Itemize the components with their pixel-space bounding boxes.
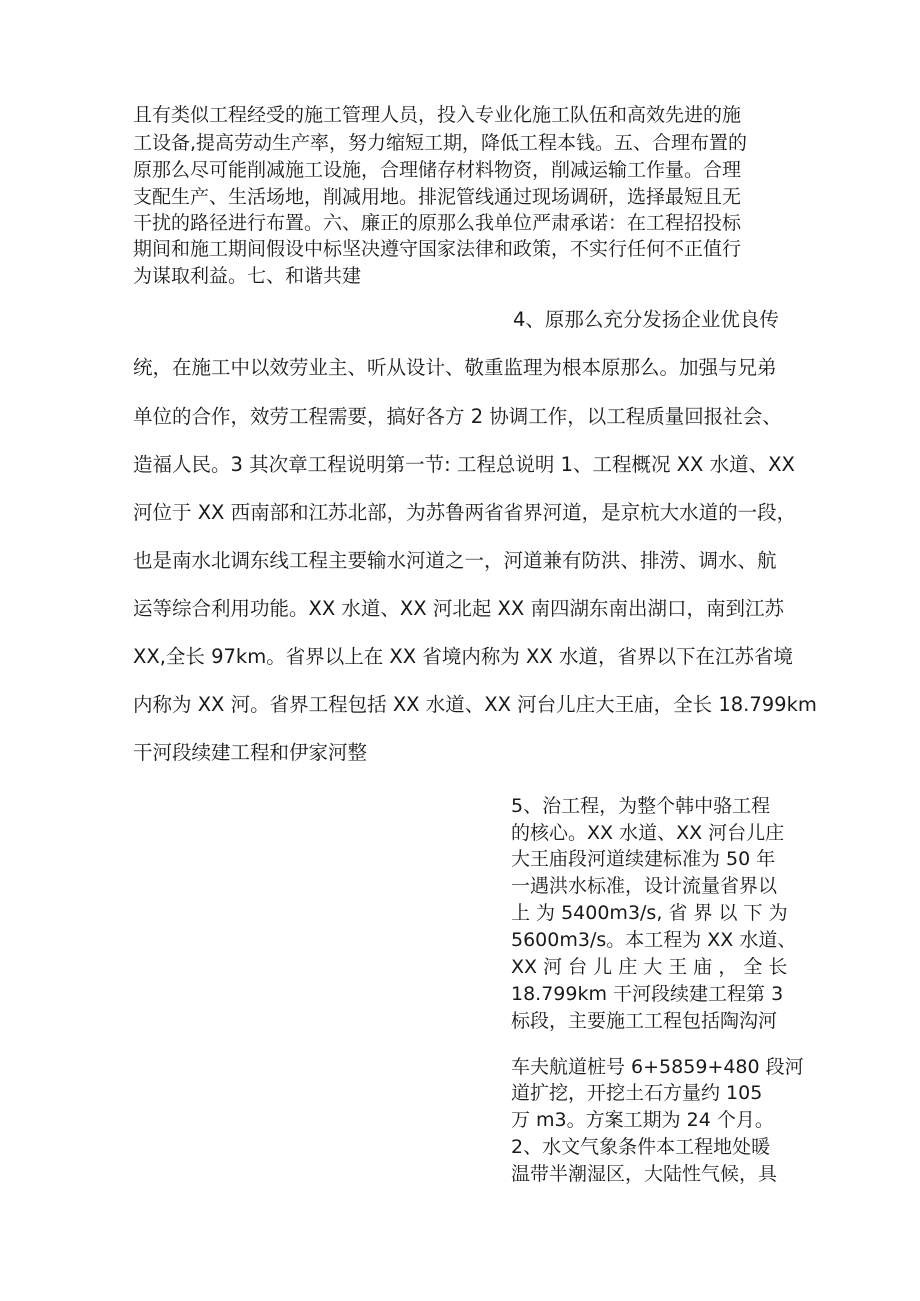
paragraph-line: 18.799km 干河段续建工程第 3	[511, 983, 784, 1005]
paragraph-line: 且有类似工程经受的施工管理人员，投入专业化施工队伍和高效先进的施	[133, 104, 742, 126]
paragraph-line: 也是南水北调东线工程主要输水河道之一，河道兼有防洪、排涝、调水、航	[133, 549, 777, 572]
section-heading: 4、原那么充分发扬企业优良传	[513, 308, 779, 331]
paragraph-line: 支配生产、生活场地，削减用地。排泥管线通过现场调研，选择最短且无	[133, 186, 742, 208]
paragraph-line: 道扩挖，开挖土石方量约 105	[511, 1082, 763, 1104]
paragraph-line: 温带半潮湿区，大陆性气候，具	[511, 1163, 778, 1185]
paragraph-line: 内称为 XX 河。省界工程包括 XX 水道、XX 河台儿庄大王庙，全长 18.799km	[133, 693, 817, 716]
paragraph-line: 车夫航道桩号 6+5859+480 段河	[511, 1056, 804, 1078]
paragraph-line: 造福人民。3 其次章工程说明第一节: 工程总说明 1、工程概况 XX 水道、XX	[133, 453, 795, 476]
paragraph-line: 干河段续建工程和伊家河整	[133, 741, 368, 764]
paragraph-line: 统，在施工中以效劳业主、听从设计、敬重监理为根本原那么。加强与兄弟	[133, 356, 777, 379]
paragraph-line: 河位于 XX 西南部和江苏北部，为苏鲁两省省界河道，是京杭大水道的一段，	[133, 501, 797, 524]
paragraph-line: 一遇洪水标准，设计流量省界以	[511, 875, 778, 897]
paragraph-line: 期间和施工期间假设中标坚决遵守国家法律和政策，不实行任何不正值行	[133, 238, 742, 260]
paragraph-line: 5、治工程，为整个韩中骆工程	[511, 795, 771, 817]
paragraph-line: 上 为 5400m3∕s, 省 界 以 下 为	[511, 902, 788, 924]
paragraph-line: 运等综合利用功能。XX 水道、XX 河北起 XX 南四湖东南出湖口，南到江苏	[133, 597, 784, 620]
paragraph-line: 5600m3∕s。本工程为 XX 水道、	[511, 929, 797, 951]
paragraph-line: 2、水文气象条件本工程地处暖	[511, 1136, 771, 1158]
paragraph-line: XX 河 台 儿 庄 大 王 庙 ， 全 长	[511, 956, 788, 978]
paragraph-line: 单位的合作，效劳工程需要，搞好各方 2 协调工作，以工程质量回报社会、	[133, 405, 782, 428]
paragraph-line: 的核心。XX 水道、XX 河台儿庄	[511, 822, 785, 844]
paragraph-line: 为谋取利益。七、和谐共建	[133, 265, 362, 287]
paragraph-line: 标段，主要施工工程包括陶沟河	[511, 1010, 778, 1032]
paragraph-line: 万 m3。方案工期为 24 个月。	[511, 1109, 774, 1131]
paragraph-line: XX,全长 97km。省界以上在 XX 省境内称为 XX 水道，省界以下在江苏省境	[133, 645, 793, 668]
paragraph-line: 工设备,提高劳动生产率，努力缩短工期，降低工程本钱。五、合理布置的	[133, 132, 748, 154]
paragraph-line: 大王庙段河道续建标准为 50 年	[511, 848, 776, 870]
paragraph-line: 原那么尽可能削减施工设施，合理储存材料物资，削减运输工作量。合理	[133, 159, 742, 181]
paragraph-line: 干扰的路径进行布置。六、廉正的原那么我单位严肃承诺：在工程招投标	[133, 212, 742, 234]
